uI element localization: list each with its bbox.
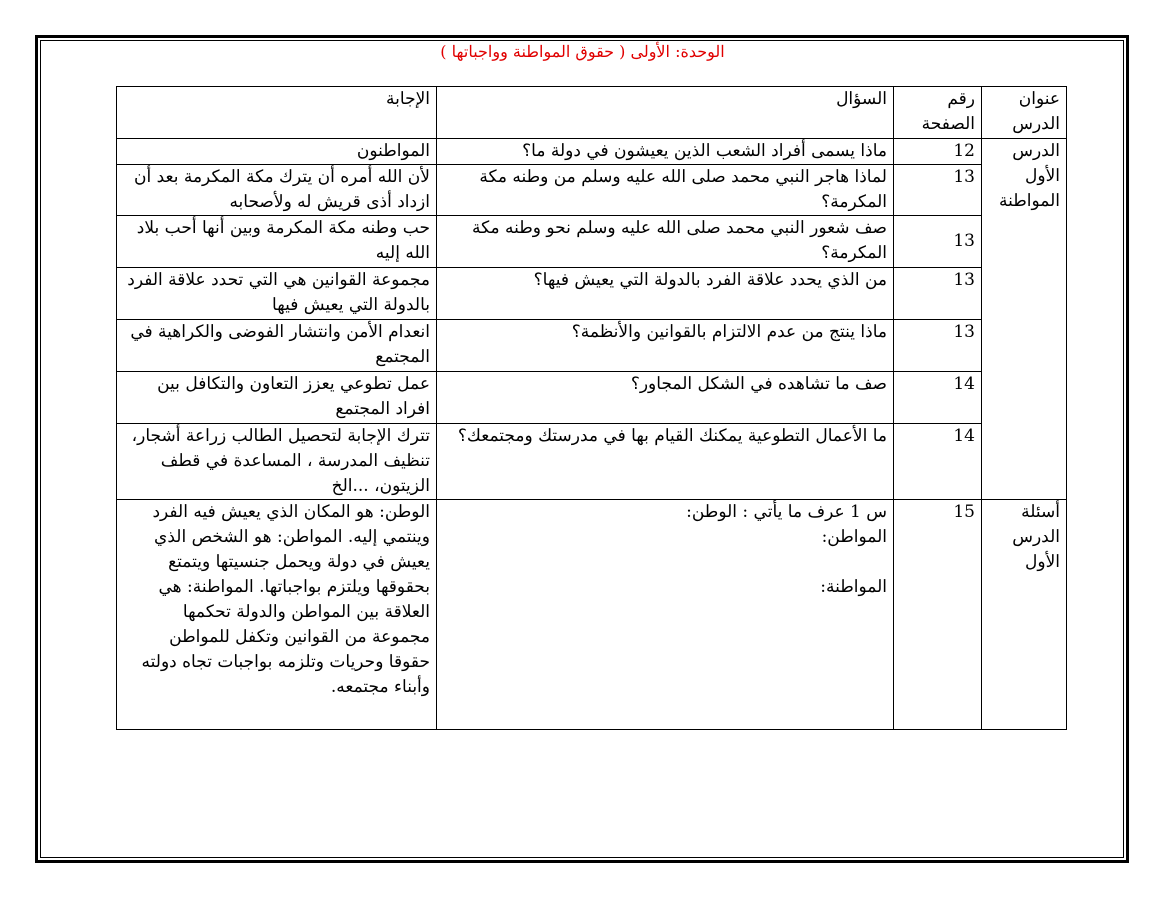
answer-cell: حب وطنه مكة المكرمة وبين أنها أحب بلاد الله إليه [117,216,437,268]
answer-cell: مجموعة القوانين هي التي تحدد علاقة الفرد بالدولة التي يعيش فيها [117,268,437,320]
question-cell: ما الأعمال التطوعية يمكنك القيام بها في مدرستك ومجتمعك؟ [437,424,894,500]
table-header-row [117,87,1067,139]
answer-cell: تترك الإجابة لتحصيل الطالب زراعة أشجار، تنظيف المدرسة ، المساعدة في قطف الزيتون، ...الخ [117,424,437,500]
answer-cell: انعدام الأمن وانتشار الفوضى والكراهية في المجتمع [117,320,437,372]
exercise-answer-cell: الوطن: هو المكان الذي يعيش فيه الفرد وينتمي إليه. المواطن: هو الشخص الذي يعيش في دولة ويحمل جنسيتها ويتمتع بحقوقها ويلتزم بواجباتها. المواطنة: هي العلاقة بين المواطن والدولة تحكمها مجموعة من القوانين وتكفل للمواطن حقوقا وحريات وتلزمه بواجبات تجاه دولته وأبناء مجتمعه. [117,500,437,730]
page-number-cell: 14 [894,424,982,500]
unit-title: الوحدة: الأولى ( حقوق المواطنة وواجباتها ) [440,42,725,61]
page-number-cell: 13 [894,320,982,372]
question-cell: من الذي يحدد علاقة الفرد بالدولة التي يعيش فيها؟ [437,268,894,320]
lesson-one-cell: الدرس الأول المواطنة [982,139,1067,500]
table-row [117,372,1067,424]
exercise-question-cell [437,500,894,730]
header-lesson-title: عنوان الدرس [982,87,1067,139]
page-number-cell: 15 [894,500,982,730]
page-number-cell: 12 [894,139,982,165]
question-cell: صف شعور النبي محمد صلى الله عليه وسلم نحو وطنه مكة المكرمة؟ [437,216,894,268]
table-row [117,268,1067,320]
question-cell: ماذا ينتج من عدم الالتزام بالقوانين والأنظمة؟ [437,320,894,372]
questions-answers-table [116,86,1067,730]
question-cell: لماذا هاجر النبي محمد صلى الله عليه وسلم من وطنه مكة المكرمة؟ [437,165,894,216]
answer-cell: المواطنون [117,139,437,165]
header-answer: الإجابة [117,87,437,139]
question-cell: صف ما تشاهده في الشكل المجاور؟ [437,372,894,424]
lesson-one-questions-cell: أسئلة الدرس الأول [982,500,1067,730]
header-question: السؤال [437,87,894,139]
table-row [117,216,1067,268]
spacer [443,550,887,575]
page-number-cell: 13 [894,268,982,320]
exercise-row [117,500,1067,730]
table-row [117,139,1067,165]
exercise-question-line: س 1 عرف ما يأتي : الوطن: [686,502,887,522]
exercise-question-line: المواطنة: [820,577,887,597]
page-number-cell: 13 [894,165,982,216]
page-number-cell: 13 [894,216,982,268]
question-cell: ماذا يسمى أفراد الشعب الذين يعيشون في دولة ما؟ [437,139,894,165]
table-row [117,424,1067,500]
header-page-number: رقم الصفحة [894,87,982,139]
answer-cell: لأن الله أمره أن يترك مكة المكرمة بعد أن ازداد أذى قريش له ولأصحابه [117,165,437,216]
exercise-question-line: المواطن: [821,527,887,547]
answer-cell: عمل تطوعي يعزز التعاون والتكافل بين افراد المجتمع [117,372,437,424]
table-row [117,165,1067,216]
page-number-cell: 14 [894,372,982,424]
table-row [117,320,1067,372]
